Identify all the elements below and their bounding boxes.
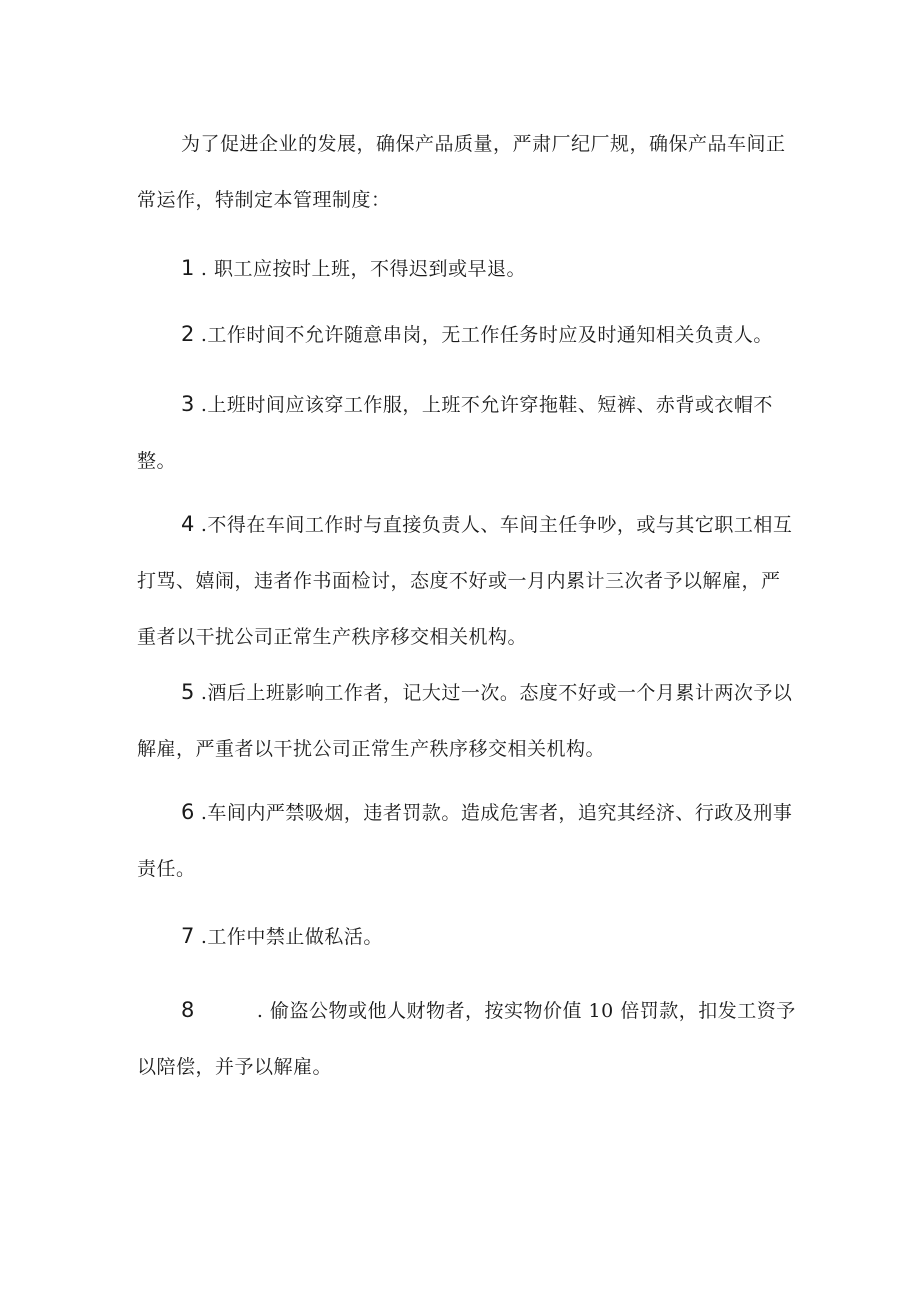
rule-number: 6 bbox=[181, 800, 195, 824]
rule-item-7 bbox=[137, 908, 797, 965]
rule-number: 2 bbox=[181, 322, 195, 346]
rule-text: .不得在车间工作时与直接负责人、车间主任争吵，或与其它职工相互打骂、嬉闹，违者作书面检讨，态度不好或一月内累计三次者予以解雇，严重者以干扰公司正常生产秩序移交相关机构。 bbox=[137, 514, 793, 648]
rule-number: 4 bbox=[181, 512, 195, 536]
rule-item-4 bbox=[137, 496, 797, 665]
rule-number: 7 bbox=[181, 924, 195, 948]
intro-text: 为了促进企业的发展，确保产品质量，严肃厂纪厂规，确保产品车间正常运作，特制定本管理制度： bbox=[137, 133, 786, 211]
intro-paragraph bbox=[137, 116, 797, 228]
rule-number: 8 bbox=[181, 998, 195, 1022]
rule-number: 5 bbox=[181, 680, 195, 704]
rule-text: . 职工应按时上班，不得迟到或早退。 bbox=[200, 258, 526, 280]
rule-item-5 bbox=[137, 664, 797, 777]
rule-text: .工作中禁止做私活。 bbox=[200, 926, 383, 948]
rule-text: .酒后上班影响工作者，记大过一次。态度不好或一个月累计两次予以解雇，严重者以干扰公司正常生产秩序移交相关机构。 bbox=[137, 682, 793, 760]
rule-text: .车间内严禁吸烟，违者罚款。造成危害者，追究其经济、行政及刑事责任。 bbox=[137, 802, 793, 880]
rule-item-6 bbox=[137, 784, 797, 897]
rule-text: . 偷盗公物或他人财物者，按实物价值 10 倍罚款，扣发工资予以陪偿，并予以解雇。 bbox=[137, 1000, 796, 1078]
rule-item-1 bbox=[137, 240, 797, 297]
rule-item-8 bbox=[137, 982, 797, 1095]
rule-item-3 bbox=[137, 376, 797, 489]
rule-text: .工作时间不允许随意串岗，无工作任务时应及时通知相关负责人。 bbox=[200, 324, 773, 346]
rule-text: .上班时间应该穿工作服，上班不允许穿拖鞋、短裤、赤背或衣帽不整。 bbox=[137, 394, 773, 472]
rule-number: 3 bbox=[181, 392, 195, 416]
rule-number: 1 bbox=[181, 256, 195, 280]
rule-item-2 bbox=[137, 306, 797, 363]
